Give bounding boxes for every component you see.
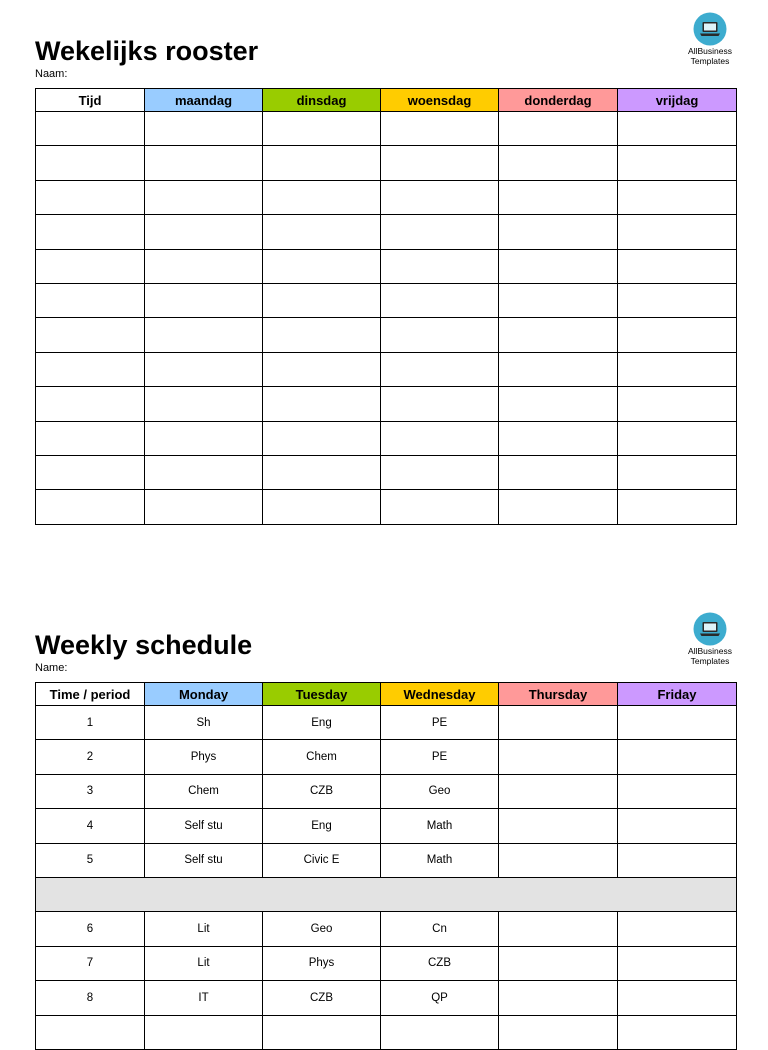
schedule-cell[interactable]: [499, 1015, 618, 1049]
schedule-cell[interactable]: [618, 283, 737, 317]
table-row: [36, 249, 737, 283]
schedule-cell[interactable]: Eng: [263, 706, 381, 740]
schedule-cell[interactable]: [499, 774, 618, 808]
schedule-cell[interactable]: [499, 843, 618, 877]
schedule-cell[interactable]: 3: [36, 774, 145, 808]
schedule-cell[interactable]: [36, 249, 145, 283]
table-row: [36, 318, 737, 352]
schedule-cell[interactable]: Sh: [145, 706, 263, 740]
header-wednesday: Wednesday: [381, 683, 499, 706]
schedule-cell[interactable]: [618, 774, 737, 808]
schedule-cell[interactable]: [499, 421, 618, 455]
schedule-cell[interactable]: [381, 318, 499, 352]
page-title: Weekly schedule: [35, 630, 253, 660]
schedule-cell[interactable]: Chem: [145, 774, 263, 808]
schedule-cell[interactable]: [36, 1015, 145, 1049]
schedule-cell[interactable]: 7: [36, 946, 145, 980]
table-row: [36, 112, 737, 146]
schedule-cell[interactable]: [263, 352, 381, 386]
schedule-cell[interactable]: QP: [381, 981, 499, 1015]
logo-text-line2: Templates: [690, 656, 730, 666]
schedule-cell[interactable]: [618, 215, 737, 249]
table-row: [36, 843, 737, 877]
schedule-cell[interactable]: [618, 249, 737, 283]
table-row: [36, 774, 737, 808]
schedule-cell[interactable]: [145, 455, 263, 489]
schedule-cell[interactable]: [618, 912, 737, 946]
schedule-cell[interactable]: [36, 490, 145, 524]
table-row: [36, 490, 737, 524]
table-row: [36, 740, 737, 774]
header-monday: maandag: [145, 89, 263, 112]
schedule-cell[interactable]: [145, 490, 263, 524]
schedule-cell[interactable]: [145, 352, 263, 386]
schedule-cell[interactable]: Geo: [381, 774, 499, 808]
schedule-cell[interactable]: [499, 146, 618, 180]
schedule-cell[interactable]: [145, 318, 263, 352]
table-row: [36, 387, 737, 421]
schedule-cell[interactable]: [499, 387, 618, 421]
schedule-cell[interactable]: Lit: [145, 912, 263, 946]
table-row: [36, 180, 737, 214]
schedule-cell[interactable]: Self stu: [145, 809, 263, 843]
schedule-cell[interactable]: [499, 490, 618, 524]
header-tuesday: Tuesday: [263, 683, 381, 706]
schedule-cell[interactable]: [618, 740, 737, 774]
schedule-cell[interactable]: [618, 706, 737, 740]
schedule-cell[interactable]: [263, 215, 381, 249]
schedule-cell[interactable]: [145, 387, 263, 421]
schedule-cell[interactable]: [381, 387, 499, 421]
schedule-cell[interactable]: [381, 490, 499, 524]
schedule-cell[interactable]: [36, 421, 145, 455]
name-label: Naam:: [35, 68, 68, 80]
header-time: Time / period: [36, 683, 145, 706]
table-row: [36, 809, 737, 843]
schedule-cell[interactable]: [381, 112, 499, 146]
schedule-cell[interactable]: Lit: [145, 946, 263, 980]
schedule-cell[interactable]: [618, 318, 737, 352]
schedule-cell[interactable]: 4: [36, 809, 145, 843]
schedule-cell[interactable]: PE: [381, 706, 499, 740]
schedule-cell[interactable]: [36, 112, 145, 146]
header-row: [36, 89, 737, 112]
schedule-cell[interactable]: [499, 180, 618, 214]
logo-text-line1: AllBusiness: [688, 46, 732, 56]
logo-text-line2: Templates: [690, 56, 730, 66]
schedule-cell[interactable]: 6: [36, 912, 145, 946]
schedule-cell[interactable]: Self stu: [145, 843, 263, 877]
schedule-cell[interactable]: 8: [36, 981, 145, 1015]
schedule-cell[interactable]: Civic E: [263, 843, 381, 877]
schedule-cell[interactable]: [499, 112, 618, 146]
schedule-cell[interactable]: CZB: [263, 774, 381, 808]
schedule-cell[interactable]: [618, 946, 737, 980]
table-row: [36, 283, 737, 317]
english-schedule-table: [35, 682, 737, 1050]
schedule-cell[interactable]: [618, 352, 737, 386]
schedule-cell[interactable]: [381, 215, 499, 249]
header-monday: Monday: [145, 683, 263, 706]
schedule-cell[interactable]: [381, 455, 499, 489]
schedule-cell[interactable]: [618, 843, 737, 877]
schedule-cell[interactable]: [618, 1015, 737, 1049]
schedule-cell[interactable]: [263, 318, 381, 352]
schedule-cell[interactable]: [36, 146, 145, 180]
schedule-cell[interactable]: [618, 146, 737, 180]
header-thursday: Thursday: [499, 683, 618, 706]
page-title: Wekelijks rooster: [35, 36, 259, 66]
schedule-cell[interactable]: [618, 455, 737, 489]
schedule-cell[interactable]: [145, 249, 263, 283]
laptop-icon: [693, 612, 727, 646]
table-row: [36, 912, 737, 946]
schedule-cell[interactable]: [145, 421, 263, 455]
schedule-cell[interactable]: [499, 283, 618, 317]
schedule-cell[interactable]: [36, 455, 145, 489]
schedule-cell[interactable]: CZB: [381, 946, 499, 980]
schedule-cell[interactable]: [381, 180, 499, 214]
schedule-cell[interactable]: [145, 146, 263, 180]
schedule-cell[interactable]: [145, 215, 263, 249]
table-row: [36, 946, 737, 980]
table-row: [36, 215, 737, 249]
schedule-cell[interactable]: CZB: [263, 981, 381, 1015]
header-friday: vrijdag: [618, 89, 737, 112]
break-cell: [36, 877, 737, 911]
schedule-cell[interactable]: [145, 112, 263, 146]
schedule-cell[interactable]: [381, 352, 499, 386]
schedule-cell[interactable]: [263, 112, 381, 146]
schedule-cell[interactable]: [263, 455, 381, 489]
schedule-cell[interactable]: [263, 387, 381, 421]
table-row: [36, 706, 737, 740]
schedule-cell[interactable]: [499, 740, 618, 774]
allbusiness-logo: [684, 12, 736, 66]
header-wednesday: woensdag: [381, 89, 499, 112]
schedule-cell[interactable]: [263, 180, 381, 214]
schedule-cell[interactable]: [263, 283, 381, 317]
schedule-cell[interactable]: IT: [145, 981, 263, 1015]
name-label: Name:: [35, 662, 68, 674]
header-friday: Friday: [618, 683, 737, 706]
schedule-cell[interactable]: [499, 249, 618, 283]
schedule-cell[interactable]: Phys: [145, 740, 263, 774]
header-row: [36, 683, 737, 706]
schedule-cell[interactable]: [499, 981, 618, 1015]
schedule-cell[interactable]: [263, 490, 381, 524]
schedule-cell[interactable]: [499, 455, 618, 489]
table-row: [36, 146, 737, 180]
schedule-cell[interactable]: 1: [36, 706, 145, 740]
schedule-cell[interactable]: Geo: [263, 912, 381, 946]
schedule-cell[interactable]: [36, 215, 145, 249]
schedule-cell[interactable]: Math: [381, 843, 499, 877]
schedule-cell[interactable]: [499, 352, 618, 386]
schedule-cell[interactable]: Chem: [263, 740, 381, 774]
schedule-cell[interactable]: [381, 421, 499, 455]
table-row: [36, 981, 737, 1015]
schedule-cell[interactable]: Phys: [263, 946, 381, 980]
schedule-cell[interactable]: [263, 421, 381, 455]
schedule-cell[interactable]: [263, 1015, 381, 1049]
allbusiness-logo: [684, 612, 736, 666]
schedule-cell[interactable]: 5: [36, 843, 145, 877]
table-row: [36, 455, 737, 489]
schedule-cell[interactable]: 2: [36, 740, 145, 774]
schedule-cell[interactable]: [618, 112, 737, 146]
schedule-cell[interactable]: Eng: [263, 809, 381, 843]
schedule-cell[interactable]: [145, 1015, 263, 1049]
table-row: [36, 352, 737, 386]
schedule-cell[interactable]: PE: [381, 740, 499, 774]
schedule-cell[interactable]: [36, 387, 145, 421]
schedule-cell[interactable]: [618, 421, 737, 455]
schedule-cell[interactable]: [36, 180, 145, 214]
schedule-cell[interactable]: [499, 318, 618, 352]
schedule-cell[interactable]: [36, 352, 145, 386]
header-time: Tijd: [36, 89, 145, 112]
schedule-cell[interactable]: [263, 249, 381, 283]
schedule-cell[interactable]: [145, 180, 263, 214]
schedule-cell[interactable]: [263, 146, 381, 180]
header-thursday: donderdag: [499, 89, 618, 112]
schedule-cell[interactable]: [381, 249, 499, 283]
schedule-cell[interactable]: [36, 318, 145, 352]
header-tuesday: dinsdag: [263, 89, 381, 112]
schedule-cell[interactable]: [381, 1015, 499, 1049]
logo-text-line1: AllBusiness: [688, 646, 732, 656]
schedule-cell[interactable]: [618, 981, 737, 1015]
break-row: [36, 877, 737, 911]
schedule-cell[interactable]: [145, 283, 263, 317]
schedule-cell[interactable]: Math: [381, 809, 499, 843]
schedule-cell[interactable]: [618, 809, 737, 843]
schedule-cell[interactable]: [618, 180, 737, 214]
schedule-cell[interactable]: [499, 809, 618, 843]
table-row: [36, 421, 737, 455]
dutch-schedule-table: [35, 88, 737, 525]
schedule-cell[interactable]: [499, 706, 618, 740]
schedule-cell[interactable]: [618, 387, 737, 421]
schedule-cell[interactable]: [36, 283, 145, 317]
table-row: [36, 1015, 737, 1049]
schedule-cell[interactable]: [499, 912, 618, 946]
schedule-cell[interactable]: [381, 283, 499, 317]
schedule-cell[interactable]: [499, 946, 618, 980]
schedule-cell[interactable]: [618, 490, 737, 524]
schedule-cell[interactable]: Cn: [381, 912, 499, 946]
laptop-icon: [693, 12, 727, 46]
schedule-cell[interactable]: [499, 215, 618, 249]
schedule-cell[interactable]: [381, 146, 499, 180]
